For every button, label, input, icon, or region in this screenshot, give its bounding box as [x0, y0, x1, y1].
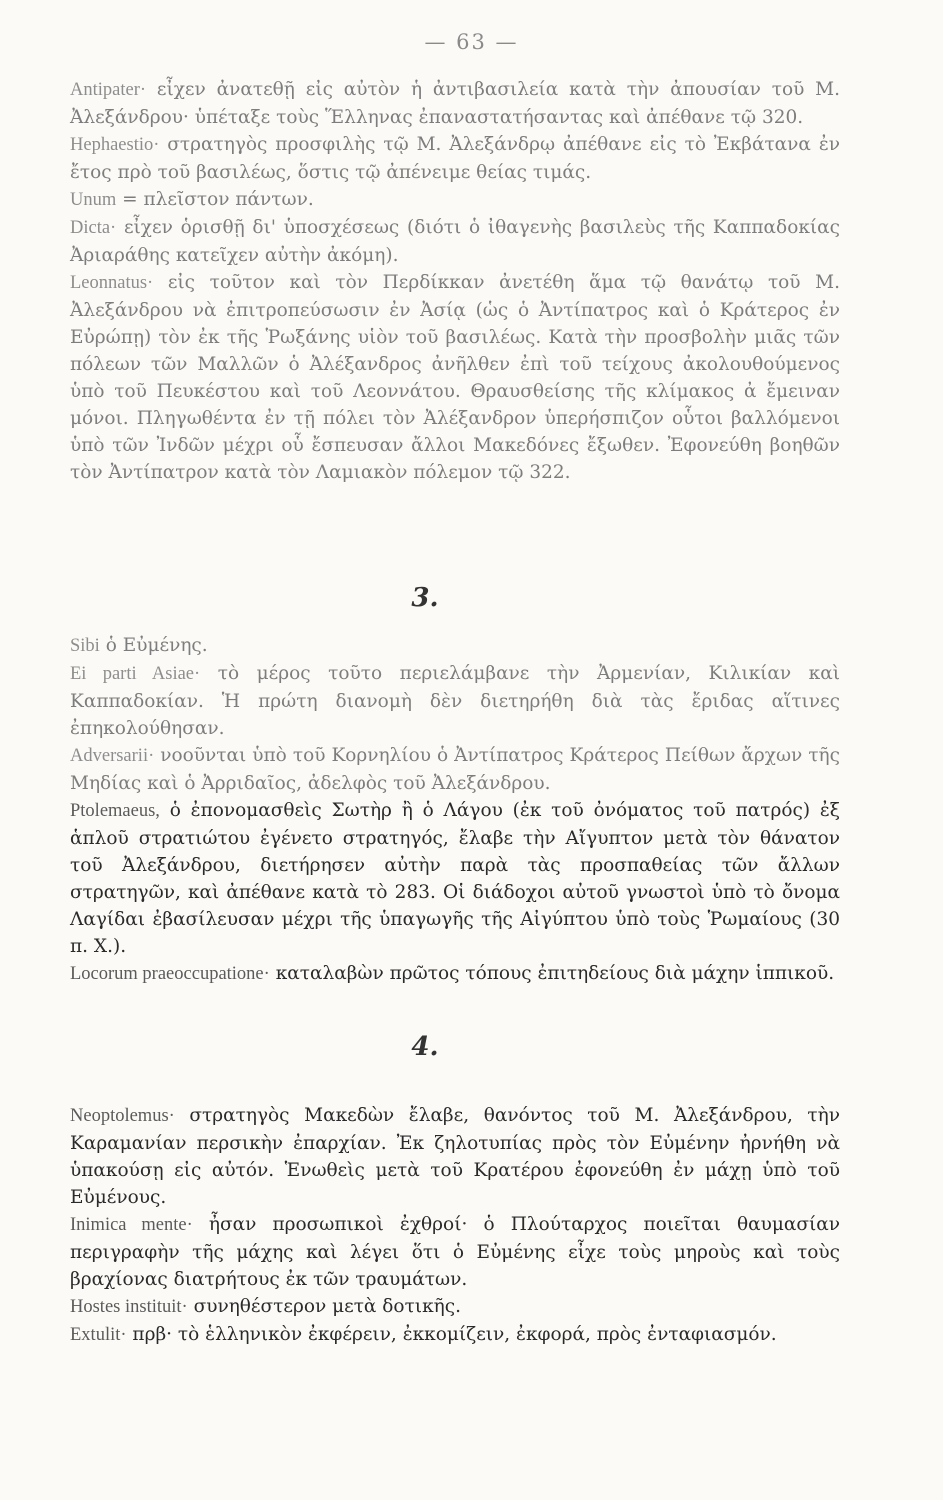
note-entry [70, 797, 840, 960]
note-entry [70, 131, 840, 186]
note-text: = πλεῖστον πάντων. [116, 189, 314, 210]
note-entry [70, 742, 840, 797]
note-term: Dicta· [70, 218, 117, 238]
note-text: εἶχεν ἀνατεθῇ εἰς αὐτὸν ἡ ἀντιβασιλεία κατὰ τὴν ἀπουσίαν τοῦ Μ. Ἀλεξάνδρου· ὑπέταξε τοὺς Ἕλληνας ἐπαναστατήσαντας καὶ ἀπέθανε τῷ 320. [70, 79, 840, 128]
note-entry [70, 1102, 840, 1211]
note-term: Inimica mente· [70, 1215, 193, 1235]
note-term: Hephaestio· [70, 135, 160, 155]
note-entry [70, 960, 840, 988]
note-text: συνηθέστερον μετὰ δοτικῆς. [187, 1296, 461, 1317]
note-text: νοοῦνται ὑπὸ τοῦ Κορνηλίου ὁ Ἀντίπατρος Κράτερος Πείθων ἄρχων τῆς Μηδίας καὶ ὁ Ἀρριδαῖος, ἀδελφὸς τοῦ Ἀλεξάνδρου. [70, 745, 840, 794]
page-number: — 63 — [424, 30, 519, 54]
note-term: Neoptolemus· [70, 1106, 175, 1126]
note-text: ὁ Εὐμένης. [99, 635, 208, 656]
note-entry [70, 186, 840, 214]
note-term: Ptolemaeus, [70, 801, 160, 821]
section-number-3: 3. [411, 583, 439, 613]
note-entry [70, 76, 840, 131]
note-entry [70, 269, 840, 486]
note-text: τὸ μέρος τοῦτο περιελάμβανε τὴν Ἀρμενίαν, Κιλικίαν καὶ Καππαδοκίαν. Ἡ πρώτη διανομὴ δὲν διετηρήθη διὰ τὰς ἔριδας αἵτινες ἐπηκολούθησαν. [70, 663, 840, 739]
note-text: εἶχεν ὁρισθῇ δι' ὑποσχέσεως (διότι ὁ ἰθαγενὴς βασιλεὺς τῆς Καππαδοκίας Ἀριαράθης κατεῖχεν αὐτὴν ἀκόμη). [70, 217, 840, 266]
section-number-4: 4. [411, 1032, 439, 1062]
note-term: Extulit· [70, 1325, 127, 1345]
notes-block-1 [70, 76, 840, 486]
note-text: στρατηγὸς προσφιλὴς τῷ Μ. Ἀλεξάνδρῳ ἀπέθανε εἰς τὸ Ἐκβάτανα ἐν ἔτος πρὸ τοῦ βασιλέως, ὅστις τῷ ἀπένειμε θείας τιμάς. [70, 134, 840, 183]
note-term: Locorum praeoccupatione· [70, 964, 270, 984]
note-term: Ei parti Asiae· [70, 664, 201, 684]
note-text: εἰς τοῦτον καὶ τὸν Περδίκκαν ἀνετέθη ἅμα τῷ θανάτῳ τοῦ Μ. Ἀλεξάνδρου νὰ ἐπιτροπεύσωσιν ἐν Ἀσίᾳ (ὡς ὁ Ἀντίπατρος καὶ ὁ Κράτερος ἐν Εὐρώπῃ) τὸν ἐκ τῆς Ῥωξάνης υἱὸν τοῦ βασιλέως. Κατὰ τὴν προσβολὴν μιᾶς τῶν πόλεων τῶν Μαλλῶν ὁ Ἀλέξανδρος ἀνῆλθεν ἐπὶ τοῦ τείχους ἀκολουθούμενος ὑπὸ τοῦ Πευκέστου καὶ τοῦ Λεοννάτου. Θραυσθείσης τῆς κλίμακος ἀ ἔμειναν μόνοι. Πληγωθέντα ἐν τῇ πόλει τὸν Ἀλέξανδρον ὑπερήσπιζον οὗτοι βαλλόμενοι ὑπὸ τῶν Ἰνδῶν μέχρι οὗ ἔσπευσαν ἄλλοι Μακεδόνες ἔξωθεν. Ἐφονεύθη βοηθῶν τὸν Ἀντίπατρον κατὰ τὸν Λαμιακὸν πόλεμον τῷ 322. [70, 272, 840, 483]
notes-block-2 [70, 632, 840, 988]
note-entry [70, 632, 840, 660]
note-text: ἦσαν προσωπικοὶ ἐχθροί· ὁ Πλούταρχος ποιεῖται θαυμασίαν περιγραφὴν τῆς μάχης καὶ λέγει ὅτι ὁ Εὐμένης εἶχε τοὺς μηροὺς καὶ τοὺς βραχίονας διατρήτους ἐκ τῶν τραυμάτων. [70, 1214, 840, 1290]
note-term: Unum [70, 190, 117, 210]
note-entry [70, 660, 840, 742]
note-term: Sibi [70, 636, 100, 656]
note-entry [70, 1293, 840, 1321]
note-entry [70, 1321, 840, 1349]
note-term: Antipater· [70, 80, 147, 100]
note-entry [70, 214, 840, 269]
note-text: πρβ· τὸ ἑλληνικὸν ἐκφέρειν, ἐκκομίζειν, ἐκφορά, πρὸς ἐνταφιασμόν. [126, 1324, 777, 1345]
note-entry [70, 1211, 840, 1293]
note-text: καταλαβὼν πρῶτος τόπους ἐπιτηδείους διὰ μάχην ἱππικοῦ. [269, 963, 835, 984]
note-term: Adversarii· [70, 746, 155, 766]
note-text: στρατηγὸς Μακεδὼν ἔλαβε, θανόντος τοῦ Μ. Ἀλεξάνδρου, τὴν Καραμανίαν περσικὴν ἐπαρχίαν. Ἐκ ζηλοτυπίας πρὸς τὸν Εὐμένην ἠρνήθη νὰ ὑπακούσῃ εἰς αὐτόν. Ἑνωθεὶς μετὰ τοῦ Κρατέρου ἐφονεύθη ἐν μάχῃ ὑπὸ τοῦ Εὐμένους. [70, 1105, 840, 1208]
note-text: ὁ ἐπονομασθεὶς Σωτὴρ ἢ ὁ Λάγου (ἐκ τοῦ ὀνόματος τοῦ πατρός) ἐξ ἁπλοῦ στρατιώτου ἐγένετο στρατηγός, ἔλαβε τὴν Αἴγυπτον μετὰ τὸν θάνατον τοῦ Ἀλεξάνδρου, διετήρησεν αὐτὴν παρὰ τὰς προσπαθείας τῶν ἄλλων στρατηγῶν, καὶ ἀπέθανε κατὰ τὸ 283. Οἱ διάδοχοι αὐτοῦ γνωστοὶ ὑπὸ τὸ ὄνομα Λαγίδαι ἐβασίλευσαν μέχρι τῆς ὑπαγωγῆς τῆς Αἰγύπτου ὑπὸ τοὺς Ῥωμαίους (30 π. Χ.). [70, 800, 840, 957]
note-term: Leonnatus· [70, 273, 154, 293]
notes-block-3 [70, 1102, 840, 1349]
note-term: Hostes instituit· [70, 1297, 188, 1317]
